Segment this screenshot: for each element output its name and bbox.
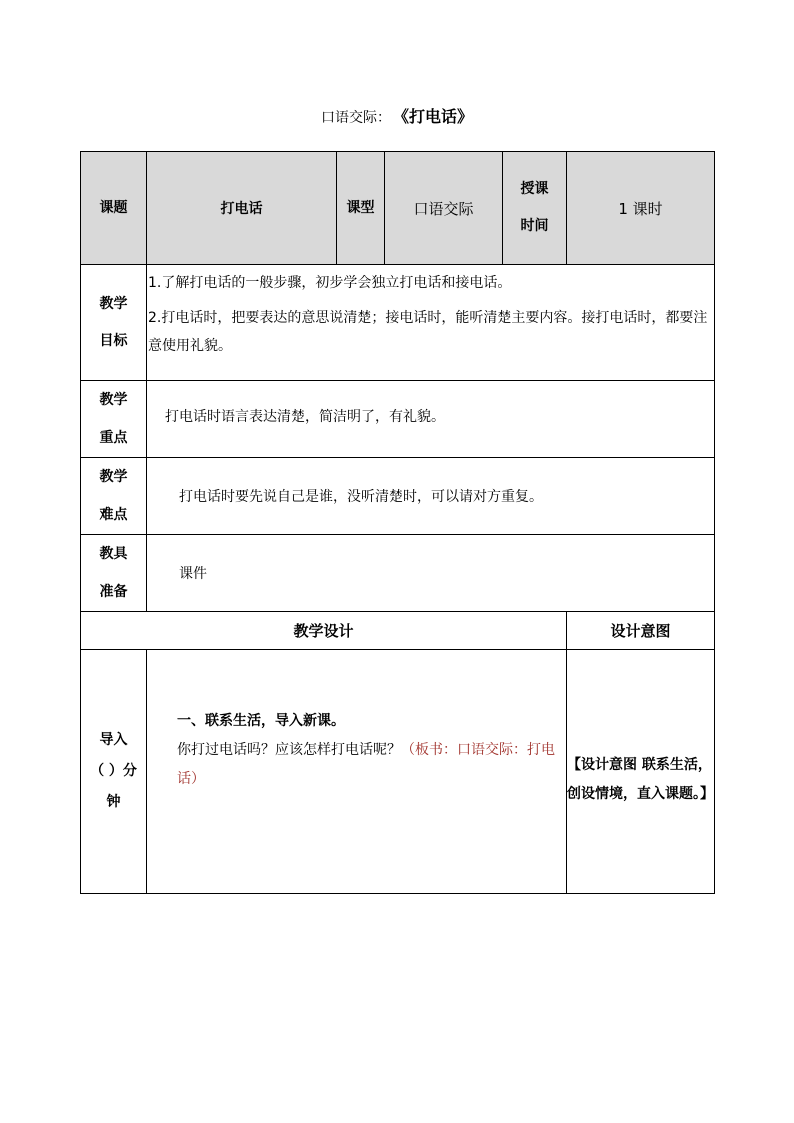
time-value: 1 课时	[567, 152, 715, 265]
time-label-line-1: 授课	[520, 181, 549, 197]
goals-label	[81, 265, 147, 381]
materials-row	[81, 535, 715, 612]
goal-item-2: 2.打电话时，把要表达的意思说清楚；接电话时，能听清楚主要内容。接打电话时，都要注意使用礼貌。	[148, 310, 708, 354]
lead-in-content	[147, 650, 567, 894]
topic-label: 课题	[81, 152, 147, 265]
materials-text: 课件	[147, 535, 715, 612]
lead-in-label-line-2: （ ）分	[90, 763, 137, 779]
difficulties-label	[81, 458, 147, 535]
board-note: （板书：口语交际：打电话）	[177, 742, 555, 787]
header-row	[81, 152, 715, 265]
lead-in-label-line-1: 导入	[99, 732, 128, 748]
lead-in-intent-line-2: 创设情境，直入课题。】	[567, 785, 714, 802]
difficulties-row	[81, 458, 715, 535]
lead-in-intent	[567, 650, 715, 894]
design-header-row	[81, 612, 715, 650]
time-label	[503, 152, 567, 265]
title-main: 《打电话》	[400, 107, 473, 126]
lead-in-question: 你打过电话吗？应该怎样打电话呢？	[177, 742, 401, 758]
type-value: 口语交际	[385, 152, 503, 265]
goals-label-line-2: 目标	[99, 332, 128, 349]
materials-label-line-2: 准备	[99, 584, 128, 600]
key-points-row	[81, 381, 715, 458]
goal-item-1: 1.了解打电话的一般步骤，初步学会独立打电话和接电话。	[148, 275, 512, 291]
key-points-label-line-1: 教学	[99, 392, 128, 408]
lead-in-paragraph	[147, 736, 566, 794]
difficulties-text: 打电话时要先说自己是谁，没听清楚时，可以请对方重复。	[147, 458, 715, 535]
design-header: 教学设计	[81, 612, 567, 650]
time-label-line-2: 时间	[520, 218, 549, 234]
document-title	[0, 106, 794, 129]
intent-header: 设计意图	[567, 612, 715, 650]
materials-label-line-1: 教具	[99, 546, 128, 562]
difficulties-label-line-2: 难点	[99, 507, 128, 523]
lead-in-label	[81, 650, 147, 894]
topic-value: 打电话	[147, 152, 337, 265]
lesson-plan-table	[80, 151, 715, 894]
key-points-label	[81, 381, 147, 458]
goals-label-line-1: 教学	[99, 295, 128, 312]
goals-content	[147, 265, 715, 381]
key-points-label-line-2: 重点	[99, 430, 128, 446]
materials-label	[81, 535, 147, 612]
difficulties-label-line-1: 教学	[99, 469, 128, 485]
lead-in-label-line-3: 钟	[106, 794, 121, 810]
lead-in-heading: 一、联系生活，导入新课。	[177, 713, 345, 729]
goals-row	[81, 265, 715, 381]
key-points-text: 打电话时语言表达清楚，简洁明了，有礼貌。	[147, 381, 715, 458]
lead-in-row	[81, 650, 715, 894]
lead-in-intent-line-1: 【设计意图 联系生活，	[567, 756, 712, 773]
type-label: 课型	[337, 152, 385, 265]
title-prefix: 口语交际：	[320, 110, 391, 126]
